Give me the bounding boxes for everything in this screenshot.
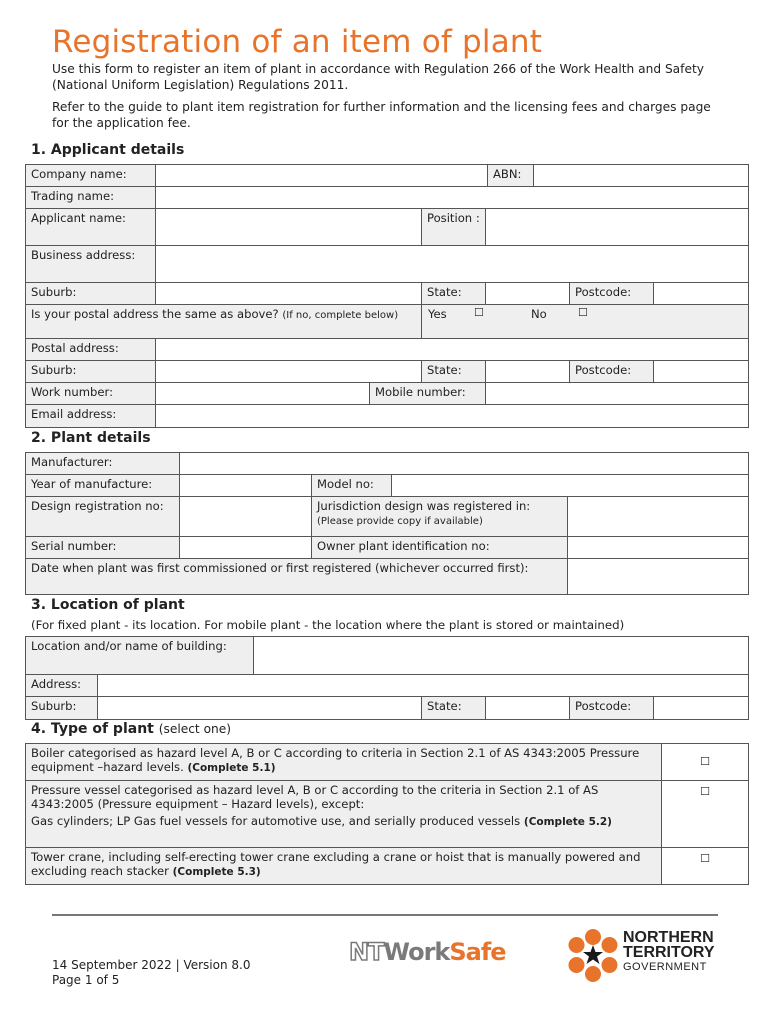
worksafe-logo-nt: NT bbox=[349, 938, 384, 966]
location-suburb-input[interactable] bbox=[98, 697, 422, 719]
trading-name-input[interactable] bbox=[156, 187, 748, 209]
location-address-label: Address: bbox=[26, 675, 98, 697]
section-3-note: (For fixed plant - its location. For mobile plant - the location where the plant is stored or maintained) bbox=[31, 618, 625, 632]
location-table bbox=[25, 636, 749, 720]
yes-label: Yes bbox=[428, 307, 447, 321]
postal-same-question bbox=[26, 305, 422, 339]
year-input[interactable] bbox=[180, 475, 312, 497]
serial-label: Serial number: bbox=[26, 537, 180, 559]
yes-checkbox[interactable]: ☐ bbox=[474, 306, 484, 319]
work-number-label: Work number: bbox=[26, 383, 156, 405]
company-name-label: Company name: bbox=[26, 165, 156, 187]
worksafe-logo-work: Work bbox=[383, 938, 450, 966]
vessel-ref: (Complete 5.2) bbox=[523, 816, 612, 828]
postal-postcode-label: Postcode: bbox=[570, 361, 654, 383]
postal-address-label: Postal address: bbox=[26, 339, 156, 361]
footer-info bbox=[52, 958, 250, 988]
worksafe-logo-safe: Safe bbox=[449, 938, 506, 966]
location-name-label: Location and/or name of building: bbox=[26, 637, 254, 675]
section-3-heading: 3. Location of plant bbox=[31, 597, 185, 613]
jurisdiction-input[interactable] bbox=[568, 497, 748, 537]
applicant-name-input[interactable] bbox=[156, 209, 422, 246]
manufacturer-input[interactable] bbox=[180, 453, 748, 475]
business-address-label: Business address: bbox=[26, 246, 156, 283]
state-label: State: bbox=[422, 283, 486, 305]
postcode-label: Postcode: bbox=[570, 283, 654, 305]
intro-paragraph-2: Refer to the guide to plant item registration for further information and the licensing fees and charges page for the application fee. bbox=[52, 100, 711, 130]
suburb-input[interactable] bbox=[156, 283, 422, 305]
owner-id-label: Owner plant identification no: bbox=[312, 537, 568, 559]
postal-state-label: State: bbox=[422, 361, 486, 383]
business-address-input[interactable] bbox=[156, 246, 748, 283]
suburb-label: Suburb: bbox=[26, 283, 156, 305]
date-commissioned-input[interactable] bbox=[568, 559, 748, 594]
no-checkbox[interactable]: ☐ bbox=[578, 306, 588, 319]
ntg-emblem-icon bbox=[565, 928, 621, 984]
location-postcode-label: Postcode: bbox=[570, 697, 654, 719]
postal-same-note: (If no, complete below) bbox=[282, 310, 399, 321]
work-number-input[interactable] bbox=[156, 383, 370, 405]
vessel-checkbox[interactable]: ☐ bbox=[700, 785, 710, 798]
crane-checkbox[interactable]: ☐ bbox=[700, 852, 710, 865]
state-input[interactable] bbox=[486, 283, 570, 305]
jurisdiction-cell bbox=[312, 497, 568, 537]
boiler-ref: (Complete 5.1) bbox=[187, 762, 276, 774]
crane-ref: (Complete 5.3) bbox=[172, 866, 261, 878]
plant-details-table bbox=[25, 452, 749, 595]
ntg-line-1: NORTHERN bbox=[623, 929, 714, 946]
position-label: Position : bbox=[422, 209, 486, 246]
postal-address-input[interactable] bbox=[156, 339, 748, 361]
jurisdiction-label: Jurisdiction design was registered in: bbox=[317, 499, 531, 513]
location-state-input[interactable] bbox=[486, 697, 570, 719]
vessel-except-text: Gas cylinders; LP Gas fuel vessels for automotive use, and serially produced vessels bbox=[31, 814, 521, 828]
location-address-input[interactable] bbox=[98, 675, 748, 697]
boiler-checkbox[interactable]: ☐ bbox=[700, 755, 710, 768]
crane-text: Tower crane, including self-erecting tower crane excluding a crane or hoist that is manually powered and excluding reach stacker bbox=[31, 850, 641, 878]
design-reg-label: Design registration no: bbox=[26, 497, 180, 537]
position-input[interactable] bbox=[486, 209, 748, 246]
vessel-text: Pressure vessel categorised as hazard level A, B or C according to the criteria in Section 2.1 of AS 4343:2005 (Pressure equipment – Hazard levels), except: bbox=[31, 783, 599, 811]
boiler-text: Boiler categorised as hazard level A, B or C according to criteria in Section 2.1 of AS 4343:2005 Pressure equipment –hazard levels. bbox=[31, 746, 640, 774]
footer-date-version: 14 September 2022 | Version 8.0 bbox=[52, 958, 251, 972]
plant-type-table bbox=[25, 743, 749, 885]
company-name-input[interactable] bbox=[156, 165, 488, 187]
date-commissioned-label: Date when plant was first commissioned or first registered (whichever occurred first): bbox=[26, 559, 568, 594]
location-suburb-label: Suburb: bbox=[26, 697, 98, 719]
location-name-input[interactable] bbox=[254, 637, 748, 675]
postcode-input[interactable] bbox=[654, 283, 748, 305]
location-postcode-input[interactable] bbox=[654, 697, 748, 719]
no-label: No bbox=[531, 307, 547, 321]
postal-state-input[interactable] bbox=[486, 361, 570, 383]
postal-postcode-input[interactable] bbox=[654, 361, 748, 383]
serial-input[interactable] bbox=[180, 537, 312, 559]
mobile-number-input[interactable] bbox=[486, 383, 748, 405]
abn-label: ABN: bbox=[488, 165, 534, 187]
postal-suburb-input[interactable] bbox=[156, 361, 422, 383]
year-label: Year of manufacture: bbox=[26, 475, 180, 497]
email-address-label: Email address: bbox=[26, 405, 156, 427]
email-address-input[interactable] bbox=[156, 405, 748, 427]
boiler-option-label bbox=[26, 744, 662, 781]
manufacturer-label: Manufacturer: bbox=[26, 453, 180, 475]
section-4-title: 4. Type of plant bbox=[31, 721, 154, 737]
model-input[interactable] bbox=[392, 475, 748, 497]
boiler-checkbox-cell bbox=[662, 744, 748, 781]
section-1-heading: 1. Applicant details bbox=[31, 142, 185, 158]
intro-paragraph-1: Use this form to register an item of plant in accordance with Regulation 266 of the Work Health and Safety (National Uniform Legislation) Regulations 2011. bbox=[52, 62, 704, 92]
applicant-details-table bbox=[25, 164, 749, 428]
crane-option-label bbox=[26, 848, 662, 884]
worksafe-logo bbox=[349, 938, 506, 966]
vessel-option-label bbox=[26, 781, 662, 848]
postal-same-options bbox=[422, 305, 748, 339]
mobile-number-label: Mobile number: bbox=[370, 383, 486, 405]
location-state-label: State: bbox=[422, 697, 486, 719]
ntg-line-2: TERRITORY bbox=[623, 944, 715, 961]
vessel-checkbox-cell bbox=[662, 781, 748, 848]
section-4-note: (select one) bbox=[158, 722, 232, 736]
trading-name-label: Trading name: bbox=[26, 187, 156, 209]
ntg-text bbox=[623, 930, 715, 975]
page-title: Registration of an item of plant bbox=[52, 24, 543, 60]
section-4-heading bbox=[31, 721, 231, 737]
model-label: Model no: bbox=[312, 475, 392, 497]
footer-divider bbox=[52, 914, 718, 916]
ntg-line-3: GOVERNMENT bbox=[623, 961, 707, 973]
applicant-name-label: Applicant name: bbox=[26, 209, 156, 246]
footer-page-number: Page 1 of 5 bbox=[52, 973, 120, 987]
postal-suburb-label: Suburb: bbox=[26, 361, 156, 383]
ntg-logo bbox=[565, 928, 725, 984]
crane-checkbox-cell bbox=[662, 848, 748, 884]
owner-id-input[interactable] bbox=[568, 537, 748, 559]
design-reg-input[interactable] bbox=[180, 497, 312, 537]
section-2-heading: 2. Plant details bbox=[31, 430, 151, 446]
jurisdiction-note: (Please provide copy if available) bbox=[317, 516, 483, 527]
postal-same-label: Is your postal address the same as above? bbox=[31, 307, 279, 321]
abn-input[interactable] bbox=[534, 165, 748, 187]
vessel-except-line bbox=[31, 814, 656, 829]
